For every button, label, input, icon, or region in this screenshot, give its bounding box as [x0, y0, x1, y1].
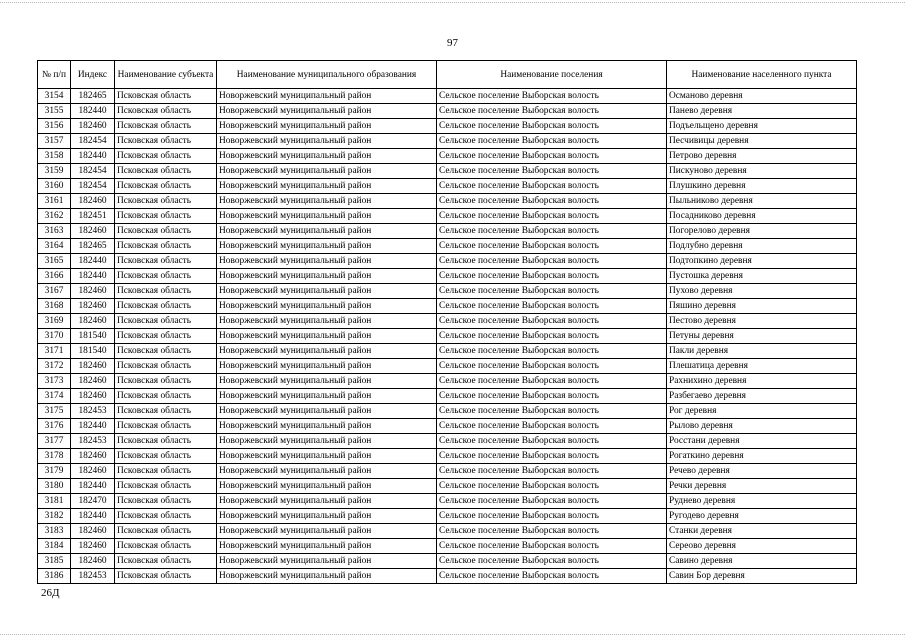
cell-locality: Плушкино деревня: [667, 179, 857, 194]
header-num: № п/п: [38, 61, 71, 89]
cell-settlement: Сельское поселение Выборская волость: [437, 524, 667, 539]
header-subject: Наименование субъекта: [115, 61, 217, 89]
cell-municipality: Новоржевский муниципальный район: [217, 404, 437, 419]
cell-settlement: Сельское поселение Выборская волость: [437, 314, 667, 329]
localities-table: [37, 60, 857, 584]
cell-num: 3156: [38, 119, 71, 134]
cell-settlement: Сельское поселение Выборская волость: [437, 419, 667, 434]
cell-subject: Псковская область: [115, 419, 217, 434]
cell-settlement: Сельское поселение Выборская волость: [437, 134, 667, 149]
cell-num: 3169: [38, 314, 71, 329]
cell-municipality: Новоржевский муниципальный район: [217, 149, 437, 164]
cell-num: 3165: [38, 254, 71, 269]
cell-locality: Разбегаево деревня: [667, 389, 857, 404]
cell-municipality: Новоржевский муниципальный район: [217, 464, 437, 479]
cell-municipality: Новоржевский муниципальный район: [217, 509, 437, 524]
cell-locality: Сереово деревня: [667, 539, 857, 554]
cell-municipality: Новоржевский муниципальный район: [217, 314, 437, 329]
cell-index: 182460: [71, 539, 115, 554]
cell-subject: Псковская область: [115, 269, 217, 284]
cell-num: 3183: [38, 524, 71, 539]
table-body: [38, 89, 857, 584]
cell-num: 3176: [38, 419, 71, 434]
cell-locality: Пискуново деревня: [667, 164, 857, 179]
cell-index: 182460: [71, 374, 115, 389]
table-row: [38, 284, 857, 299]
cell-municipality: Новоржевский муниципальный район: [217, 569, 437, 584]
cell-settlement: Сельское поселение Выборская волость: [437, 434, 667, 449]
cell-settlement: Сельское поселение Выборская волость: [437, 344, 667, 359]
cell-settlement: Сельское поселение Выборская волость: [437, 479, 667, 494]
table-row: [38, 254, 857, 269]
table-row: [38, 449, 857, 464]
header-index: Индекс: [71, 61, 115, 89]
cell-subject: Псковская область: [115, 539, 217, 554]
cell-subject: Псковская область: [115, 494, 217, 509]
cell-locality: Пыльниково деревня: [667, 194, 857, 209]
cell-index: 182440: [71, 419, 115, 434]
cell-settlement: Сельское поселение Выборская волость: [437, 389, 667, 404]
cell-index: 182460: [71, 359, 115, 374]
cell-num: 3157: [38, 134, 71, 149]
cell-locality: Подлубно деревня: [667, 239, 857, 254]
cell-settlement: Сельское поселение Выборская волость: [437, 509, 667, 524]
cell-settlement: Сельское поселение Выборская волость: [437, 209, 667, 224]
cell-settlement: Сельское поселение Выборская волость: [437, 569, 667, 584]
cell-subject: Псковская область: [115, 254, 217, 269]
cell-settlement: Сельское поселение Выборская волость: [437, 89, 667, 104]
cell-index: 182454: [71, 164, 115, 179]
table-row: [38, 89, 857, 104]
cell-municipality: Новоржевский муниципальный район: [217, 299, 437, 314]
cell-index: 182460: [71, 464, 115, 479]
table-row: [38, 464, 857, 479]
table-row: [38, 524, 857, 539]
table-row: [38, 329, 857, 344]
cell-index: 182460: [71, 224, 115, 239]
cell-subject: Псковская область: [115, 524, 217, 539]
cell-municipality: Новоржевский муниципальный район: [217, 329, 437, 344]
cell-settlement: Сельское поселение Выборская волость: [437, 149, 667, 164]
cell-locality: Османово деревня: [667, 89, 857, 104]
table-row: [38, 389, 857, 404]
cell-index: 181540: [71, 344, 115, 359]
cell-subject: Псковская область: [115, 299, 217, 314]
cell-municipality: Новоржевский муниципальный район: [217, 194, 437, 209]
table-row: [38, 239, 857, 254]
cell-subject: Псковская область: [115, 119, 217, 134]
cell-num: 3170: [38, 329, 71, 344]
table-row: [38, 554, 857, 569]
cell-municipality: Новоржевский муниципальный район: [217, 419, 437, 434]
cell-index: 182465: [71, 89, 115, 104]
document-code: 26Д: [41, 587, 60, 599]
cell-num: 3155: [38, 104, 71, 119]
cell-settlement: Сельское поселение Выборская волость: [437, 254, 667, 269]
cell-index: 182440: [71, 254, 115, 269]
cell-subject: Псковская область: [115, 359, 217, 374]
cell-index: 182440: [71, 149, 115, 164]
cell-index: 182460: [71, 284, 115, 299]
scan-top-edge: [0, 2, 905, 3]
cell-locality: Подтопкино деревня: [667, 254, 857, 269]
cell-locality: Станки деревня: [667, 524, 857, 539]
cell-locality: Савин Бор деревня: [667, 569, 857, 584]
cell-subject: Псковская область: [115, 179, 217, 194]
table-row: [38, 314, 857, 329]
cell-locality: Рахнихино деревня: [667, 374, 857, 389]
cell-locality: Панево деревня: [667, 104, 857, 119]
cell-locality: Пестово деревня: [667, 314, 857, 329]
table-row: [38, 269, 857, 284]
cell-num: 3162: [38, 209, 71, 224]
cell-municipality: Новоржевский муниципальный район: [217, 374, 437, 389]
table-row: [38, 404, 857, 419]
cell-num: 3177: [38, 434, 71, 449]
table-row: [38, 479, 857, 494]
cell-settlement: Сельское поселение Выборская волость: [437, 329, 667, 344]
table-row: [38, 149, 857, 164]
cell-num: 3175: [38, 404, 71, 419]
table-row: [38, 134, 857, 149]
table-row: [38, 119, 857, 134]
cell-num: 3182: [38, 509, 71, 524]
cell-num: 3181: [38, 494, 71, 509]
cell-settlement: Сельское поселение Выборская волость: [437, 194, 667, 209]
cell-municipality: Новоржевский муниципальный район: [217, 269, 437, 284]
cell-municipality: Новоржевский муниципальный район: [217, 239, 437, 254]
cell-subject: Псковская область: [115, 89, 217, 104]
cell-municipality: Новоржевский муниципальный район: [217, 494, 437, 509]
cell-num: 3186: [38, 569, 71, 584]
table-row: [38, 104, 857, 119]
cell-settlement: Сельское поселение Выборская волость: [437, 464, 667, 479]
cell-settlement: Сельское поселение Выборская волость: [437, 359, 667, 374]
cell-settlement: Сельское поселение Выборская волость: [437, 494, 667, 509]
cell-municipality: Новоржевский муниципальный район: [217, 104, 437, 119]
cell-num: 3172: [38, 359, 71, 374]
table-row: [38, 434, 857, 449]
cell-num: 3184: [38, 539, 71, 554]
cell-locality: Рогаткино деревня: [667, 449, 857, 464]
cell-settlement: Сельское поселение Выборская волость: [437, 449, 667, 464]
cell-locality: Плешатица деревня: [667, 359, 857, 374]
cell-num: 3168: [38, 299, 71, 314]
table-row: [38, 509, 857, 524]
cell-subject: Псковская область: [115, 554, 217, 569]
cell-index: 182454: [71, 179, 115, 194]
table-row: [38, 494, 857, 509]
cell-locality: Речки деревня: [667, 479, 857, 494]
cell-subject: Псковская область: [115, 344, 217, 359]
cell-subject: Псковская область: [115, 149, 217, 164]
cell-index: 181540: [71, 329, 115, 344]
cell-subject: Псковская область: [115, 224, 217, 239]
page-number: 97: [447, 37, 458, 49]
cell-municipality: Новоржевский муниципальный район: [217, 164, 437, 179]
cell-subject: Псковская область: [115, 164, 217, 179]
cell-locality: Савино деревня: [667, 554, 857, 569]
cell-settlement: Сельское поселение Выборская волость: [437, 104, 667, 119]
header-locality: Наименование населенного пункта: [667, 61, 857, 89]
cell-locality: Петрово деревня: [667, 149, 857, 164]
cell-num: 3163: [38, 224, 71, 239]
cell-index: 182460: [71, 389, 115, 404]
cell-index: 182453: [71, 569, 115, 584]
cell-settlement: Сельское поселение Выборская волость: [437, 239, 667, 254]
cell-locality: Ругодево деревня: [667, 509, 857, 524]
cell-locality: Росстани деревня: [667, 434, 857, 449]
cell-locality: Песчивицы деревня: [667, 134, 857, 149]
cell-municipality: Новоржевский муниципальный район: [217, 539, 437, 554]
cell-subject: Псковская область: [115, 134, 217, 149]
cell-settlement: Сельское поселение Выборская волость: [437, 119, 667, 134]
cell-index: 182454: [71, 134, 115, 149]
cell-index: 182453: [71, 404, 115, 419]
table-row: [38, 224, 857, 239]
cell-num: 3180: [38, 479, 71, 494]
cell-subject: Псковская область: [115, 434, 217, 449]
table-row: [38, 419, 857, 434]
cell-num: 3173: [38, 374, 71, 389]
cell-municipality: Новоржевский муниципальный район: [217, 254, 437, 269]
cell-subject: Псковская область: [115, 404, 217, 419]
cell-subject: Псковская область: [115, 374, 217, 389]
cell-municipality: Новоржевский муниципальный район: [217, 434, 437, 449]
cell-subject: Псковская область: [115, 329, 217, 344]
cell-index: 182460: [71, 194, 115, 209]
scan-bottom-edge: [0, 634, 905, 635]
cell-locality: Рылово деревня: [667, 419, 857, 434]
header-municipality: Наименование муниципального образования: [217, 61, 437, 89]
cell-num: 3164: [38, 239, 71, 254]
cell-settlement: Сельское поселение Выборская волость: [437, 224, 667, 239]
cell-subject: Псковская область: [115, 464, 217, 479]
cell-municipality: Новоржевский муниципальный район: [217, 209, 437, 224]
cell-municipality: Новоржевский муниципальный район: [217, 449, 437, 464]
table-row: [38, 194, 857, 209]
cell-num: 3167: [38, 284, 71, 299]
cell-municipality: Новоржевский муниципальный район: [217, 179, 437, 194]
cell-locality: Рог деревня: [667, 404, 857, 419]
cell-settlement: Сельское поселение Выборская волость: [437, 284, 667, 299]
cell-index: 182440: [71, 269, 115, 284]
cell-index: 182440: [71, 509, 115, 524]
cell-num: 3154: [38, 89, 71, 104]
cell-index: 182470: [71, 494, 115, 509]
cell-municipality: Новоржевский муниципальный район: [217, 524, 437, 539]
cell-subject: Псковская область: [115, 509, 217, 524]
cell-settlement: Сельское поселение Выборская волость: [437, 164, 667, 179]
cell-subject: Псковская область: [115, 104, 217, 119]
cell-settlement: Сельское поселение Выборская волость: [437, 539, 667, 554]
table-row: [38, 569, 857, 584]
header-settlement: Наименование поселения: [437, 61, 667, 89]
cell-settlement: Сельское поселение Выборская волость: [437, 269, 667, 284]
cell-num: 3179: [38, 464, 71, 479]
cell-municipality: Новоржевский муниципальный район: [217, 389, 437, 404]
cell-subject: Псковская область: [115, 479, 217, 494]
cell-num: 3161: [38, 194, 71, 209]
cell-subject: Псковская область: [115, 569, 217, 584]
table-row: [38, 539, 857, 554]
cell-num: 3166: [38, 269, 71, 284]
cell-index: 182440: [71, 104, 115, 119]
cell-num: 3185: [38, 554, 71, 569]
cell-subject: Псковская область: [115, 389, 217, 404]
cell-locality: Петуны деревня: [667, 329, 857, 344]
cell-num: 3171: [38, 344, 71, 359]
cell-settlement: Сельское поселение Выборская волость: [437, 299, 667, 314]
cell-subject: Псковская область: [115, 449, 217, 464]
table-row: [38, 344, 857, 359]
cell-index: 182465: [71, 239, 115, 254]
cell-settlement: Сельское поселение Выборская волость: [437, 179, 667, 194]
table-row: [38, 299, 857, 314]
cell-locality: Посадниково деревня: [667, 209, 857, 224]
cell-municipality: Новоржевский муниципальный район: [217, 284, 437, 299]
cell-index: 182460: [71, 299, 115, 314]
cell-num: 3159: [38, 164, 71, 179]
cell-num: 3160: [38, 179, 71, 194]
cell-locality: Речево деревня: [667, 464, 857, 479]
cell-locality: Погорелово деревня: [667, 224, 857, 239]
cell-municipality: Новоржевский муниципальный район: [217, 119, 437, 134]
cell-subject: Псковская область: [115, 284, 217, 299]
cell-municipality: Новоржевский муниципальный район: [217, 89, 437, 104]
cell-index: 182460: [71, 119, 115, 134]
table-header-row: [38, 61, 857, 89]
cell-locality: Пакли деревня: [667, 344, 857, 359]
table-row: [38, 164, 857, 179]
cell-municipality: Новоржевский муниципальный район: [217, 479, 437, 494]
cell-num: 3158: [38, 149, 71, 164]
cell-index: 182440: [71, 479, 115, 494]
cell-settlement: Сельское поселение Выборская волость: [437, 374, 667, 389]
cell-locality: Подъельщено деревня: [667, 119, 857, 134]
cell-index: 182453: [71, 434, 115, 449]
cell-municipality: Новоржевский муниципальный район: [217, 224, 437, 239]
cell-num: 3178: [38, 449, 71, 464]
cell-municipality: Новоржевский муниципальный район: [217, 134, 437, 149]
cell-index: 182451: [71, 209, 115, 224]
cell-index: 182460: [71, 314, 115, 329]
table-row: [38, 179, 857, 194]
cell-locality: Пустошка деревня: [667, 269, 857, 284]
cell-locality: Пяшино деревня: [667, 299, 857, 314]
cell-subject: Псковская область: [115, 314, 217, 329]
cell-settlement: Сельское поселение Выборская волость: [437, 404, 667, 419]
cell-num: 3174: [38, 389, 71, 404]
cell-index: 182460: [71, 524, 115, 539]
cell-locality: Руднево деревня: [667, 494, 857, 509]
cell-index: 182460: [71, 449, 115, 464]
cell-subject: Псковская область: [115, 239, 217, 254]
table-row: [38, 374, 857, 389]
table-row: [38, 359, 857, 374]
cell-locality: Пухово деревня: [667, 284, 857, 299]
table-row: [38, 209, 857, 224]
cell-subject: Псковская область: [115, 209, 217, 224]
cell-municipality: Новоржевский муниципальный район: [217, 554, 437, 569]
cell-municipality: Новоржевский муниципальный район: [217, 359, 437, 374]
cell-settlement: Сельское поселение Выборская волость: [437, 554, 667, 569]
cell-index: 182460: [71, 554, 115, 569]
cell-municipality: Новоржевский муниципальный район: [217, 344, 437, 359]
cell-subject: Псковская область: [115, 194, 217, 209]
